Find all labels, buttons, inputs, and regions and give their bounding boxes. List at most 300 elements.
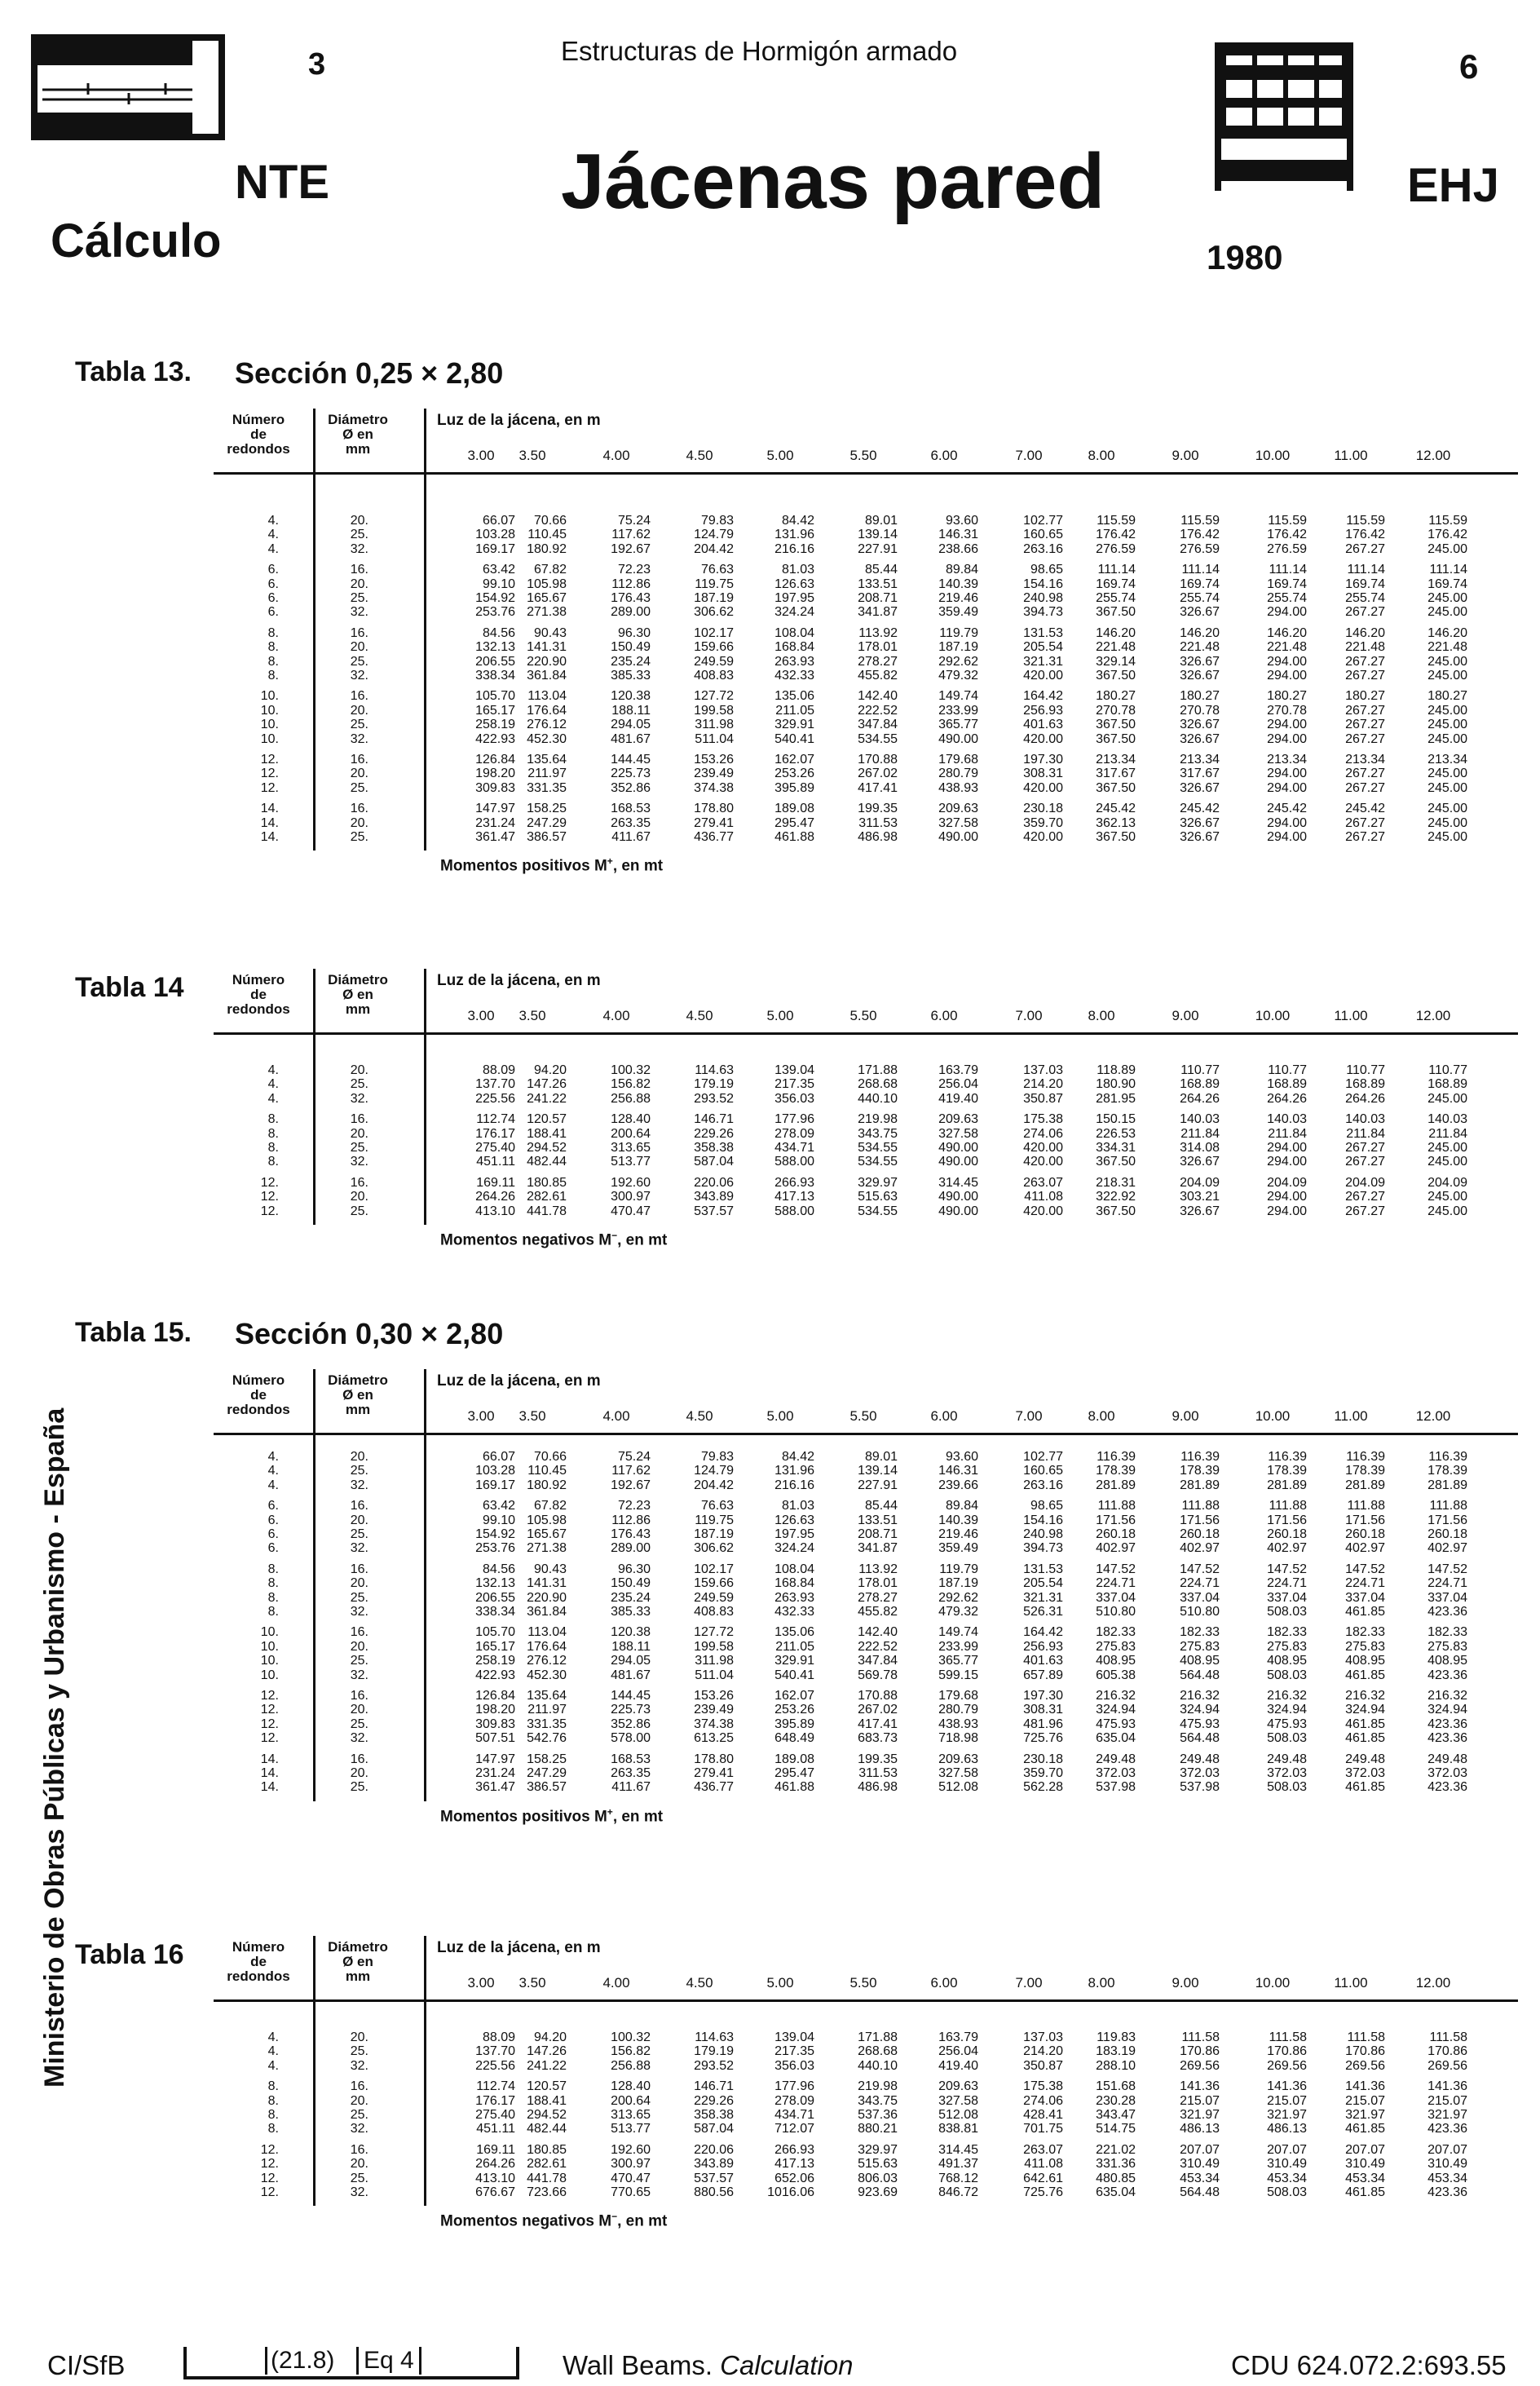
moment-value: 189.08 [774, 1752, 814, 1766]
number-of-bars-header: redondos [227, 1001, 290, 1017]
moment-value: 216.32 [1096, 1689, 1136, 1703]
moment-value: 111.58 [1347, 2030, 1385, 2044]
moment-value: 417.41 [858, 1717, 898, 1731]
moment-value: 278.27 [858, 1590, 898, 1605]
moment-value: 245.00 [1427, 830, 1467, 844]
moment-value: 179.68 [938, 753, 978, 767]
moment-value: 311.53 [858, 1766, 898, 1780]
moment-value: 268.68 [858, 2044, 898, 2059]
span-value: 7.00 [1015, 448, 1043, 463]
column-rule [313, 409, 316, 851]
number-of-bars: 4. [267, 2030, 279, 2044]
moment-value: 276.59 [1096, 541, 1136, 556]
moment-value: 126.63 [774, 1513, 814, 1527]
moment-value: 224.71 [1267, 1576, 1307, 1591]
moment-value: 359.70 [1023, 815, 1063, 830]
diameter-value: 20. [350, 1190, 368, 1204]
moment-value: 413.10 [475, 2171, 515, 2185]
diameter-value: 32. [350, 1091, 368, 1106]
span-value: 5.50 [849, 1408, 877, 1424]
moment-value: 452.30 [527, 731, 567, 746]
moment-value: 110.77 [1428, 1063, 1467, 1077]
year: 1980 [1207, 238, 1283, 276]
moment-value: 540.41 [774, 731, 814, 746]
moment-value: 314.45 [938, 1175, 978, 1190]
moment-value: 394.73 [1023, 1541, 1063, 1556]
moment-value: 337.04 [1345, 1590, 1385, 1605]
moment-value: 542.76 [527, 1731, 567, 1746]
moment-value: 511.04 [695, 1668, 734, 1682]
moment-value: 222.52 [858, 1639, 898, 1654]
moment-value: 177.96 [774, 2079, 814, 2094]
moment-value: 147.52 [1180, 1562, 1220, 1576]
moment-sign-text: − [611, 1230, 618, 1241]
column-rule [424, 969, 426, 1225]
moment-value: 137.70 [475, 1077, 515, 1092]
number-of-bars: 4. [267, 1450, 279, 1464]
moment-value: 140.03 [1267, 1112, 1307, 1127]
moment-value: 245.00 [1427, 669, 1467, 683]
span-value: 5.00 [766, 1008, 794, 1023]
moment-value: 169.74 [1096, 577, 1136, 591]
span-value: 12.00 [1415, 448, 1451, 463]
moment-value: 147.52 [1096, 1562, 1136, 1576]
diameter-header: Ø en [342, 1954, 373, 1969]
moment-value: 168.89 [1267, 1077, 1307, 1092]
moment-value: 367.50 [1096, 780, 1136, 795]
footer-english-title [563, 2350, 853, 2381]
moment-value: 188.11 [611, 703, 651, 718]
moment-value: 258.19 [475, 1654, 515, 1668]
moment-value: 120.38 [611, 689, 651, 704]
moment-value: 140.03 [1345, 1112, 1385, 1127]
span-value: 8.00 [1088, 1975, 1115, 1991]
moment-value: 294.00 [1267, 1204, 1307, 1218]
diameter-value: 25. [350, 2171, 368, 2185]
moment-value: 111.88 [1429, 1499, 1467, 1513]
moment-value: 116.39 [1097, 1450, 1136, 1464]
diameter-value: 32. [350, 2185, 368, 2199]
moment-value: 214.20 [1023, 2044, 1063, 2059]
moment-value: 247.29 [527, 815, 567, 830]
number-of-bars: 12. [260, 1689, 279, 1703]
moment-value: 267.27 [1345, 780, 1385, 795]
moment-value: 215.07 [1345, 2093, 1385, 2108]
moment-value: 94.20 [533, 1063, 567, 1077]
moment-value: 198.20 [475, 1703, 515, 1717]
moment-value: 227.91 [858, 1478, 898, 1492]
moment-value: 253.26 [774, 1703, 814, 1717]
moment-value: 88.09 [482, 2030, 515, 2044]
moment-value: 140.39 [938, 1513, 978, 1527]
moment-value: 204.09 [1180, 1175, 1220, 1190]
number-of-bars: 10. [260, 689, 279, 704]
moment-value: 294.00 [1267, 718, 1307, 732]
moment-value: 253.26 [774, 767, 814, 781]
moment-value: 321.97 [1180, 2108, 1220, 2122]
moment-value: 111.88 [1181, 1499, 1220, 1513]
moment-value: 171.56 [1096, 1513, 1136, 1527]
moment-value: 200.64 [611, 1126, 651, 1141]
moment-value: 361.84 [527, 1605, 567, 1619]
number-of-bars: 4. [267, 514, 279, 528]
moment-value: 178.80 [694, 1752, 734, 1766]
moment-value: 508.03 [1267, 1780, 1307, 1795]
moment-value: 230.18 [1023, 802, 1063, 816]
moment-value: 110.77 [1180, 1063, 1220, 1077]
number-of-bars: 12. [260, 780, 279, 795]
moment-value: 147.52 [1267, 1562, 1307, 1576]
moment-value: 241.22 [527, 2058, 567, 2073]
moment-value: 192.67 [611, 541, 651, 556]
column-rule [424, 1936, 426, 2206]
span-value: 5.00 [766, 1408, 794, 1424]
moment-value: 103.28 [475, 528, 515, 542]
moment-value: 168.89 [1345, 1077, 1385, 1092]
moment-value: 441.78 [527, 2171, 567, 2185]
moment-value: 461.88 [774, 830, 814, 844]
moment-value: 326.67 [1180, 780, 1220, 795]
moment-value: 343.47 [1096, 2108, 1136, 2122]
moment-value: 217.35 [774, 1077, 814, 1092]
span-value: 5.50 [849, 448, 877, 463]
number-of-bars-header: de [250, 426, 267, 442]
moment-value: 135.64 [527, 1689, 567, 1703]
diameter-header: Diámetro [328, 412, 388, 427]
moment-value: 288.10 [1096, 2058, 1136, 2073]
moment-value: 361.47 [475, 1780, 515, 1795]
moment-value: 162.07 [774, 1689, 814, 1703]
moment-value: 111.14 [1429, 563, 1467, 577]
moment-value: 216.16 [774, 541, 814, 556]
number-of-bars-header: de [250, 987, 267, 1002]
span-value: 5.00 [766, 1975, 794, 1991]
moment-value: 126.84 [475, 753, 515, 767]
moment-sign-text: + [607, 1805, 613, 1818]
moment-value: 270.78 [1267, 703, 1307, 718]
moment-value: 220.90 [527, 654, 567, 669]
moment-value: 303.21 [1180, 1190, 1220, 1204]
moment-value: 347.84 [858, 1654, 898, 1668]
diameter-value: 32. [350, 1731, 368, 1746]
moment-value: 182.33 [1427, 1625, 1467, 1640]
wall-beams-text: Wall Beams. [563, 2350, 721, 2380]
moment-value: 94.20 [533, 2030, 567, 2044]
moment-value: 238.66 [938, 541, 978, 556]
moment-value: 113.04 [527, 1625, 567, 1640]
table-footer-label [440, 855, 663, 875]
moment-value: 171.56 [1427, 1513, 1467, 1527]
moment-value: 411.08 [1024, 2157, 1063, 2172]
moment-value: 219.46 [938, 591, 978, 605]
moment-value: 275.83 [1345, 1639, 1385, 1654]
moment-value: 137.03 [1023, 1063, 1063, 1077]
moment-value: 453.34 [1180, 2171, 1220, 2185]
moment-value: 343.75 [858, 2093, 898, 2108]
moment-value: 278.09 [774, 2093, 814, 2108]
moment-value: 314.45 [938, 2142, 978, 2157]
moment-value: 374.38 [694, 780, 734, 795]
moment-value: 420.00 [1023, 1141, 1063, 1155]
moment-value: 280.79 [938, 767, 978, 781]
moment-value: 331.35 [527, 1717, 567, 1731]
table-footer-label [440, 1806, 663, 1826]
moment-value: 308.31 [1023, 767, 1063, 781]
moment-value: 141.36 [1345, 2079, 1385, 2094]
moment-value: 245.00 [1427, 654, 1467, 669]
moment-value: 169.17 [475, 541, 515, 556]
moment-value: 314.08 [1180, 1141, 1220, 1155]
number-of-bars: 8. [267, 669, 279, 683]
moment-value: 216.32 [1267, 1689, 1307, 1703]
moment-value: 131.53 [1023, 625, 1063, 640]
moment-value: 215.07 [1427, 2093, 1467, 2108]
moment-value: 159.66 [694, 640, 734, 655]
number-of-bars-header: Número [232, 1372, 285, 1388]
number-of-bars: 8. [267, 1141, 279, 1155]
moment-value: 219.98 [858, 1112, 898, 1127]
number-of-bars: 10. [260, 718, 279, 732]
moment-value: 1016.06 [767, 2185, 814, 2199]
moment-value: 245.00 [1427, 1141, 1467, 1155]
moment-value: 267.27 [1345, 731, 1385, 746]
ehj-label: EHJ [1407, 159, 1499, 212]
header-rule [214, 472, 1518, 475]
moment-value: 341.87 [858, 605, 898, 620]
calculation-text: Calculation [720, 2350, 854, 2380]
diameter-header: Diámetro [328, 1372, 388, 1388]
moment-value: 213.34 [1345, 753, 1385, 767]
number-of-bars: 14. [260, 815, 279, 830]
moment-value: 224.71 [1180, 1576, 1220, 1591]
span-value: 11.00 [1334, 1008, 1368, 1023]
moment-value: 225.73 [611, 767, 651, 781]
moment-value: 132.13 [475, 1576, 515, 1591]
moment-value: 267.27 [1345, 1141, 1385, 1155]
moment-value: 294.05 [611, 718, 651, 732]
moment-value: 540.41 [774, 1668, 814, 1682]
span-value: 7.00 [1015, 1008, 1043, 1023]
moment-value: 147.26 [527, 1077, 567, 1092]
number-of-bars: 8. [267, 1112, 279, 1127]
moment-value: 475.93 [1180, 1717, 1220, 1731]
moment-value: 374.38 [694, 1717, 734, 1731]
moment-value: 213.34 [1267, 753, 1307, 767]
moment-value: 89.84 [945, 563, 978, 577]
moment-value: 718.98 [938, 1731, 978, 1746]
moment-value: 187.19 [694, 1527, 734, 1541]
moment-value: 209.63 [938, 2079, 978, 2094]
moment-value: 269.56 [1427, 2058, 1467, 2073]
moment-value: 179.68 [938, 1689, 978, 1703]
moment-value: 245.00 [1427, 1204, 1467, 1218]
number-of-bars-header: Número [232, 412, 285, 427]
moment-value: 526.31 [1023, 1605, 1063, 1619]
moment-value: 587.04 [694, 2122, 734, 2136]
moment-value: 419.40 [938, 1091, 978, 1106]
diameter-value: 25. [350, 1204, 368, 1218]
diameter-value: 20. [350, 2157, 368, 2172]
moment-value: 321.97 [1427, 2108, 1467, 2122]
moment-value: 188.11 [611, 1639, 651, 1654]
moment-value: 401.63 [1023, 718, 1063, 732]
moment-value: 846.72 [938, 2185, 978, 2199]
moment-value: 343.89 [694, 2157, 734, 2172]
moment-value: 300.97 [611, 1190, 651, 1204]
moment-value: 311.53 [858, 815, 898, 830]
moment-value: 514.75 [1096, 2122, 1136, 2136]
moment-value: 434.71 [774, 2108, 814, 2122]
number-of-bars: 12. [260, 1703, 279, 1717]
number-of-bars: 10. [260, 703, 279, 718]
moment-value: 269.56 [1180, 2058, 1220, 2073]
moment-value: 165.17 [475, 1639, 515, 1654]
number-of-bars: 12. [260, 1717, 279, 1731]
moment-value: 770.65 [611, 2185, 651, 2199]
moment-value: 420.00 [1023, 830, 1063, 844]
moment-value: 137.70 [475, 2044, 515, 2059]
moment-value: 154.16 [1023, 577, 1063, 591]
moment-value: 486.13 [1267, 2122, 1307, 2136]
diameter-value: 16. [350, 625, 368, 640]
moment-value: 160.65 [1023, 1464, 1063, 1478]
moment-value: 239.66 [938, 1478, 978, 1492]
span-value: 3.00 [467, 1975, 495, 1991]
right-page-number: 6 [1459, 47, 1479, 86]
moment-value: 153.26 [694, 1689, 734, 1703]
moment-value: 294.05 [611, 1654, 651, 1668]
moment-value: 119.83 [1097, 2030, 1136, 2044]
moment-value: 211.84 [1346, 1126, 1385, 1141]
moment-value: 367.50 [1096, 605, 1136, 620]
moment-value: 372.03 [1345, 1766, 1385, 1780]
moment-value: 281.89 [1096, 1478, 1136, 1492]
moment-value: 233.99 [938, 1639, 978, 1654]
header-rule [214, 1999, 1518, 2002]
moment-value: 247.29 [527, 1766, 567, 1780]
moment-value: 111.14 [1269, 563, 1307, 577]
moment-value: 147.97 [475, 802, 515, 816]
moment-value: 99.10 [482, 1513, 515, 1527]
moment-value: 329.97 [858, 1175, 898, 1190]
span-value: 5.50 [849, 1975, 877, 1991]
moment-value: 170.88 [858, 1689, 898, 1703]
moment-value: 537.98 [1096, 1780, 1136, 1795]
moment-value: 170.88 [858, 753, 898, 767]
moment-value: 164.42 [1023, 1625, 1063, 1640]
moment-value: 338.34 [475, 669, 515, 683]
moment-value: 131.96 [774, 528, 814, 542]
moment-value: 423.36 [1427, 2185, 1467, 2199]
moment-value: 266.93 [774, 2142, 814, 2157]
moment-value: 168.89 [1180, 1077, 1220, 1092]
moment-value: 204.09 [1267, 1175, 1307, 1190]
moment-value: 220.90 [527, 1590, 567, 1605]
moment-value: 110.45 [527, 528, 567, 542]
moment-value: 309.83 [475, 1717, 515, 1731]
moment-value: 221.02 [1096, 2142, 1136, 2157]
moment-value: 178.80 [694, 802, 734, 816]
cisfb-code: (21.8) [265, 2347, 334, 2375]
moment-value: 198.20 [475, 767, 515, 781]
moment-value: 267.27 [1345, 718, 1385, 732]
moment-value: 119.79 [939, 625, 978, 640]
moment-value: 178.39 [1096, 1464, 1136, 1478]
moment-value: 275.83 [1180, 1639, 1220, 1654]
moment-value: 268.68 [858, 1077, 898, 1092]
moment-value: 482.44 [527, 2122, 567, 2136]
moment-value: 613.25 [694, 1731, 734, 1746]
moment-value: 205.54 [1023, 1576, 1063, 1591]
moment-value: 324.24 [774, 605, 814, 620]
moment-value: 282.61 [527, 1190, 567, 1204]
moment-value: 239.49 [694, 767, 734, 781]
diameter-value: 16. [350, 2142, 368, 2157]
moment-value: 263.35 [611, 815, 651, 830]
moment-value: 209.63 [938, 1112, 978, 1127]
moment-value: 147.52 [1427, 1562, 1467, 1576]
span-value: 9.00 [1172, 1975, 1199, 1991]
moment-value: 146.20 [1180, 625, 1220, 640]
moment-value: 267.27 [1345, 1204, 1385, 1218]
diameter-value: 25. [350, 718, 368, 732]
moment-value: 108.04 [774, 625, 814, 640]
moment-value: 436.77 [694, 1780, 734, 1795]
moment-value: 367.50 [1096, 1155, 1136, 1169]
moment-value: 139.14 [858, 528, 898, 542]
moment-value: 225.56 [475, 1091, 515, 1106]
span-value: 10.00 [1255, 448, 1291, 463]
moment-unit-text: , en mt [617, 1231, 668, 1249]
moment-value: 127.72 [694, 1625, 734, 1640]
number-of-bars: 14. [260, 830, 279, 844]
moment-value: 221.48 [1267, 640, 1307, 655]
diameter-value: 20. [350, 1576, 368, 1591]
diameter-value: 32. [350, 731, 368, 746]
moment-value: 401.63 [1023, 1654, 1063, 1668]
diameter-value: 20. [350, 1513, 368, 1527]
moment-value: 84.56 [482, 1562, 515, 1576]
number-of-bars: 10. [260, 1668, 279, 1682]
moment-value: 192.60 [611, 1175, 651, 1190]
moment-value: 110.77 [1268, 1063, 1307, 1077]
moment-value: 180.27 [1427, 689, 1467, 704]
diameter-header: Diámetro [328, 1939, 388, 1955]
moment-value: 420.00 [1023, 1204, 1063, 1218]
span-value: 4.00 [602, 1975, 630, 1991]
moment-value: 249.59 [694, 654, 734, 669]
moment-value: 264.26 [1267, 1091, 1307, 1106]
span-value: 8.00 [1088, 1008, 1115, 1023]
moment-type-text: Momentos negativos M [440, 1231, 612, 1249]
span-value: 7.00 [1015, 1975, 1043, 1991]
number-of-bars: 12. [260, 1204, 279, 1218]
moment-value: 267.27 [1345, 605, 1385, 620]
moment-value: 367.50 [1096, 669, 1136, 683]
moment-value: 310.49 [1267, 2157, 1307, 2172]
moment-value: 150.15 [1096, 1112, 1136, 1127]
moment-value: 256.93 [1023, 703, 1063, 718]
moment-value: 417.41 [858, 780, 898, 795]
moment-value: 204.42 [694, 1478, 734, 1492]
moment-value: 115.59 [1268, 514, 1307, 528]
moment-value: 260.18 [1180, 1527, 1220, 1541]
moment-value: 70.66 [533, 1450, 567, 1464]
calculo-title: Cálculo [51, 214, 222, 267]
diameter-value: 25. [350, 1464, 368, 1478]
moment-value: 408.83 [694, 1605, 734, 1619]
span-value: 4.00 [602, 448, 630, 463]
